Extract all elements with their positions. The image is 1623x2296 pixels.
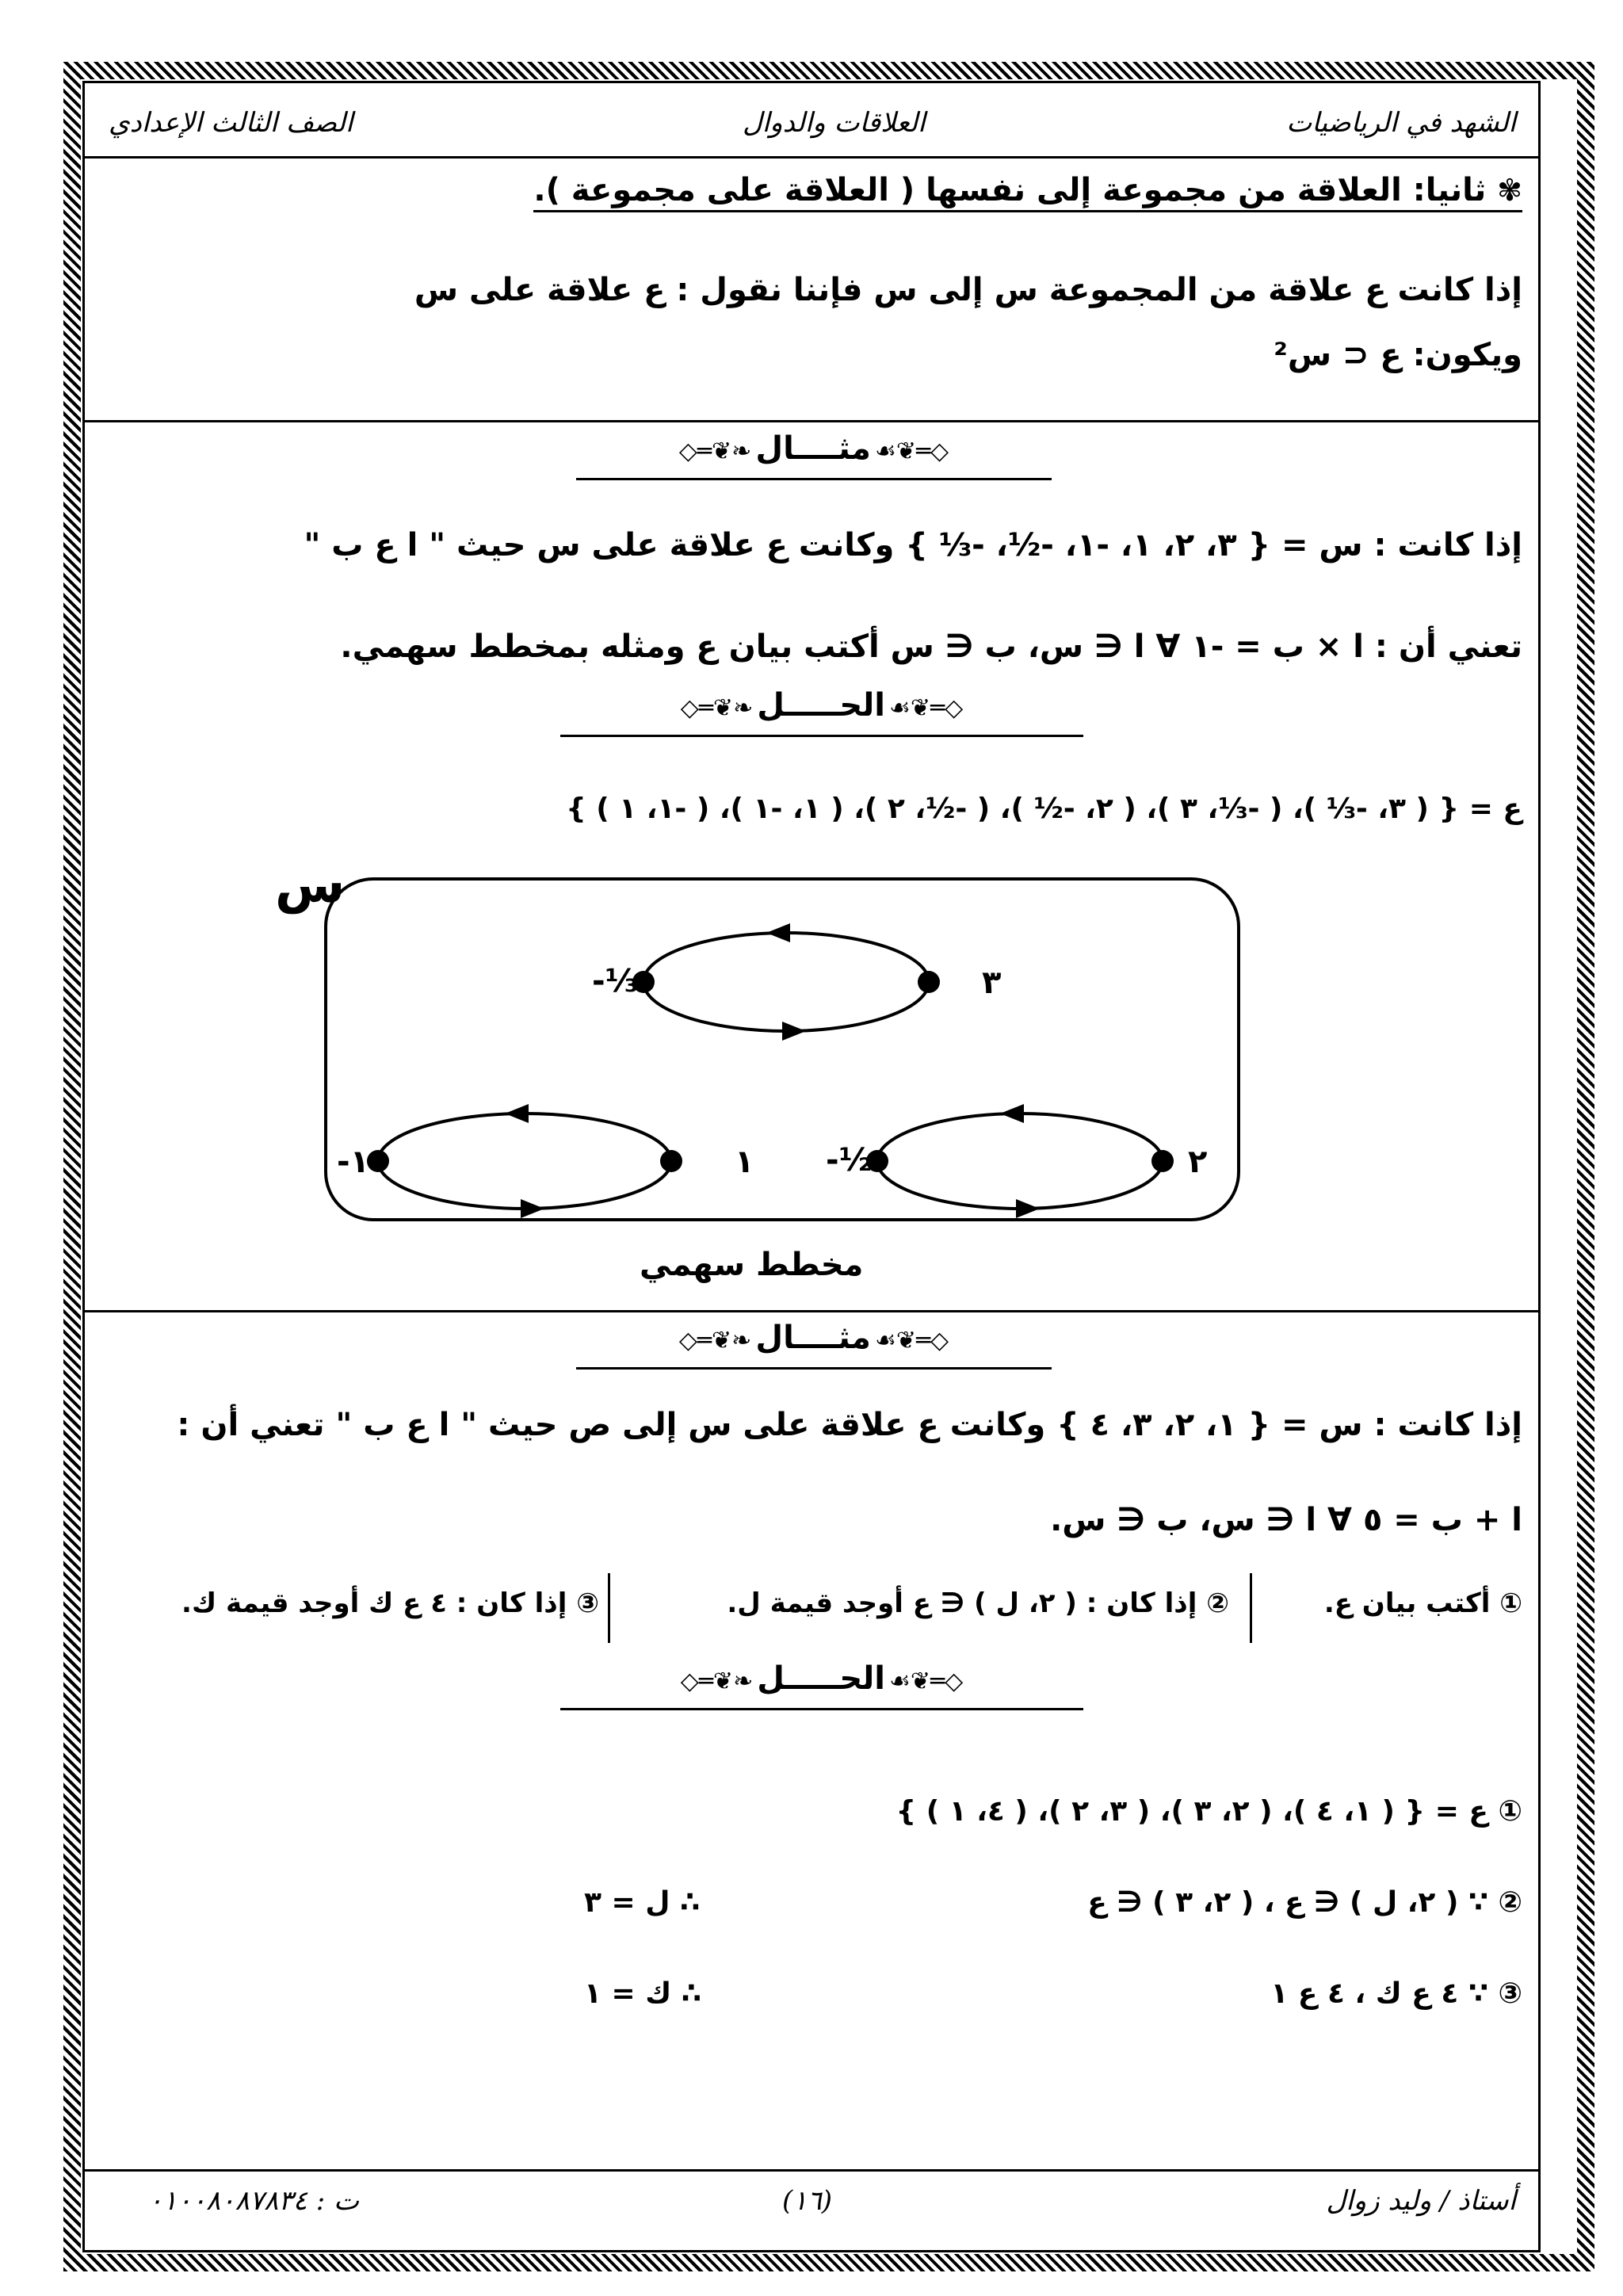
solution2-heading-underline [560,1708,1083,1710]
answer-3-result: ∴ ك = ١ [584,1977,701,2010]
arrow-head-icon [782,1022,806,1041]
node-dot [660,1150,682,1172]
question-separator [1250,1573,1252,1643]
ornament-right-icon: ☙❦═◇ [874,437,949,465]
ornament-left-icon: ◇═❦❧ [680,1668,754,1695]
node-dot [367,1150,389,1172]
node-label-neg-1: -١ [337,1144,370,1180]
arrow-head-icon [1000,1104,1024,1123]
example1-heading-underline [576,478,1052,480]
arrow-diagram [323,876,1242,1224]
arrow-head-icon [505,1104,529,1123]
arrow-head-icon [521,1199,544,1218]
example2-question-2: ② إذا كان : ( ٢، ل ) ∈ ع أوجد قيمة ل. [727,1587,1229,1619]
example2-line-2: ا + ب = ٥ ∀ ا ∈ س، ب ∈ س. [1050,1502,1522,1538]
section-title: ✾ ثانيا: العلاقة من مجموعة إلى نفسها ( العلاقة على مجموعة ). [533,172,1522,212]
node-label-neg-third: -⅓ [592,963,639,999]
header-subject: الشهد في الرياضيات [1286,107,1516,139]
node-label-2: ٢ [1188,1144,1208,1180]
footer-phone: ت : ٠١٠٠٨٠٨٧٨٣٤ [148,2185,359,2217]
example2-question-3: ③ إذا كان : ٤ ع ك أوجد قيمة ك. [181,1587,599,1619]
pair-2-neg-half [877,1114,1163,1209]
example2-heading-underline [576,1367,1052,1370]
set-label: س [275,856,346,915]
pair-3-neg-third [643,933,929,1031]
example2-heading-block [576,1320,1052,1356]
header-divider [85,156,1538,159]
example1-heading: مثــــال [755,430,871,467]
definition-line-1: إذا كانت ع علاقة من المجموعة س إلى س فإننا نقول : ع علاقة على س [414,272,1522,308]
pair-1-neg-1 [378,1114,671,1209]
answer-2-given: ② ∵ ( ٢، ل ) ∈ ع ، ( ٢، ٣ ) ∈ ع [1087,1886,1522,1919]
arrow-head-icon [766,923,790,942]
example1-line-1: إذا كانت : س = { ٣، ٢، ١، -١، -½، -⅓ } وكانت ع علاقة على س حيث " ا ع ب " [304,527,1522,563]
header-unit: العلاقات والدوال [743,107,926,139]
footer-teacher: أستاذ / وليد زوال [1326,2185,1516,2217]
node-dot [918,971,940,993]
ornament-left-icon: ◇═❦❧ [680,694,754,722]
divider-1 [85,420,1538,422]
node-dot [1151,1150,1174,1172]
header-grade: الصف الثالث الإعدادي [109,107,353,139]
solution1-heading: الحـــــل [757,687,885,724]
answer-3-given: ③ ∵ ٤ ع ك ، ٤ ع ١ [1270,1977,1522,2010]
node-label-neg-half: -½ [826,1142,873,1179]
solution1-heading-underline [560,735,1083,737]
footer-divider [85,2169,1538,2172]
example1-line-2: تعني أن : ا × ب = -١ ∀ ا ∈ س، ب ∈ س أكتب بيان ع ومثله بمخطط سهمي. [340,628,1522,665]
example1-relation: ع = { ( ٣، -⅓ )، ( -⅓، ٣ )، ( ٢، -½ )، ( -½، ٢ )، ( ١، -١ )، ( -١، ١ ) } [566,793,1522,825]
ornament-left-icon: ◇═❦❧ [678,437,752,465]
ornament-left-icon: ◇═❦❧ [678,1327,752,1354]
solution2-heading: الحـــــل [757,1660,885,1697]
footer-page-number: (١٦) [782,2185,833,2217]
example2-question-1: ① أكتب بيان ع. [1323,1587,1522,1619]
question-separator [608,1573,610,1643]
divider-2 [85,1310,1538,1312]
ornament-right-icon: ☙❦═◇ [889,694,964,722]
solution2-heading-block [560,1660,1083,1697]
ornament-right-icon: ☙❦═◇ [874,1327,949,1354]
definition-line-2: ويكون: ع ⊂ س² [1274,337,1522,373]
answer-2-result: ∴ ل = ٣ [584,1886,701,1919]
node-label-1: ١ [735,1144,754,1180]
document-page [82,81,1541,2252]
arrow-head-icon [1016,1199,1040,1218]
ornament-right-icon: ☙❦═◇ [889,1668,964,1695]
butterfly-icon: ✾ [1497,173,1522,208]
example2-heading: مثــــال [755,1320,871,1356]
solution1-heading-block [560,687,1083,724]
example2-line-1: إذا كانت : س = { ١، ٢، ٣، ٤ } وكانت ع علاقة على س إلى ص حيث " ا ع ب " تعني أن : [177,1407,1522,1443]
diagram-caption: مخطط سهمي [640,1247,864,1283]
node-label-3: ٣ [982,965,1002,1001]
answer-1: ① ع = { ( ١، ٤ )، ( ٢، ٣ )، ( ٣، ٢ )، ( ٤، ١ ) } [896,1795,1522,1828]
example1-heading-block [576,430,1052,467]
